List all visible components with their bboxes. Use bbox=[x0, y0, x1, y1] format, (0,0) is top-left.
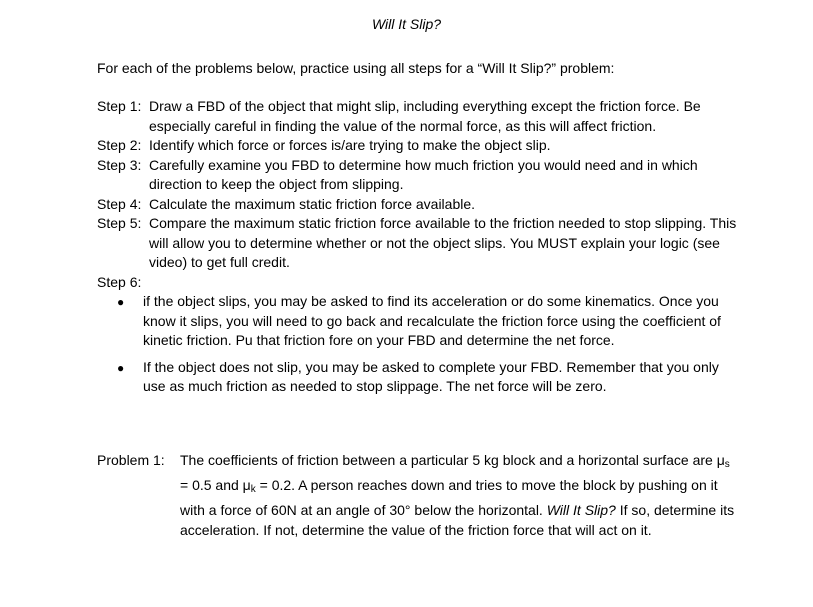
bullet-icon: ● bbox=[117, 360, 125, 375]
mu-s-symbol: μ bbox=[716, 452, 725, 468]
step-item bbox=[97, 136, 747, 156]
mu-s-subscript: s bbox=[724, 459, 730, 470]
bullet-icon: ● bbox=[117, 295, 125, 309]
step-label: Step 1: bbox=[97, 98, 142, 114]
step-item bbox=[97, 156, 747, 195]
step-label: Step 2: bbox=[97, 137, 142, 153]
mu-s-value: = 0.5 and bbox=[180, 477, 243, 493]
problem-label: Problem 1: bbox=[97, 452, 165, 468]
step-text: Draw a FBD of the object that might slip, including everything except the friction force. Be especially careful in finding the value of the normal force, as this will affect friction. bbox=[149, 98, 701, 134]
mu-k-subscript: k bbox=[250, 484, 256, 495]
step-text: Identify which force or forces is/are trying to make the object slip. bbox=[149, 137, 551, 153]
step-text bbox=[149, 273, 747, 293]
problem-text-a: The coefficients of friction between a particular 5 kg block and a horizontal surface are bbox=[180, 452, 717, 468]
step-label: Step 3: bbox=[97, 156, 142, 173]
problem-text bbox=[180, 450, 737, 540]
bullet-text: If the object does not slip, you may be asked to complete your FBD. Remember that you only use as much friction as needed to stop slippage. The net force will be zero. bbox=[143, 358, 719, 394]
step-text: Carefully examine you FBD to determine how much friction you would need and in which direction to keep the object from slipping. bbox=[149, 156, 698, 192]
step-label: Step 4: bbox=[97, 195, 142, 212]
steps-list bbox=[97, 97, 747, 292]
bullet-item bbox=[117, 358, 732, 397]
step-item bbox=[97, 97, 747, 136]
step-text: Compare the maximum static friction force available to the friction needed to stop slipping. This will allow you to determine whether or not the object slips. You MUST explain your logic (see video) to get full credit. bbox=[149, 215, 737, 270]
intro-text: For each of the problems below, practice using all steps for a “Will It Slip?” problem: bbox=[97, 60, 615, 76]
step-item bbox=[97, 273, 747, 293]
problem-question: Will It Slip? bbox=[546, 502, 616, 518]
step-label: Step 5: bbox=[97, 215, 142, 231]
step-6-bullets bbox=[117, 292, 732, 404]
problem-text-b: If so, determine its acceleration. If not, determine the value of the friction force that will act on it. bbox=[180, 502, 735, 538]
bullet-text: if the object slips, you may be asked to find its acceleration or do some kinematics. Once you know it slips, you will need to go back and recalculate the friction force using the coefficient of kinetic friction. Pu that friction fore on your FBD and determine the net force. bbox=[143, 293, 721, 348]
bullet-item bbox=[117, 292, 732, 351]
step-label: Step 6: bbox=[97, 273, 142, 290]
step-item bbox=[97, 214, 747, 273]
step-text: Calculate the maximum static friction force available. bbox=[149, 195, 476, 212]
mu-k-symbol: μ bbox=[242, 477, 251, 493]
step-item bbox=[97, 195, 747, 215]
mu-k-value: = 0.2. A person reaches down and tries to move the block by pushing on it with a force of 60N at an angle of 30° below the horizontal. bbox=[180, 477, 718, 518]
page-title: Will It Slip? bbox=[371, 16, 442, 32]
problem-1 bbox=[97, 450, 737, 540]
